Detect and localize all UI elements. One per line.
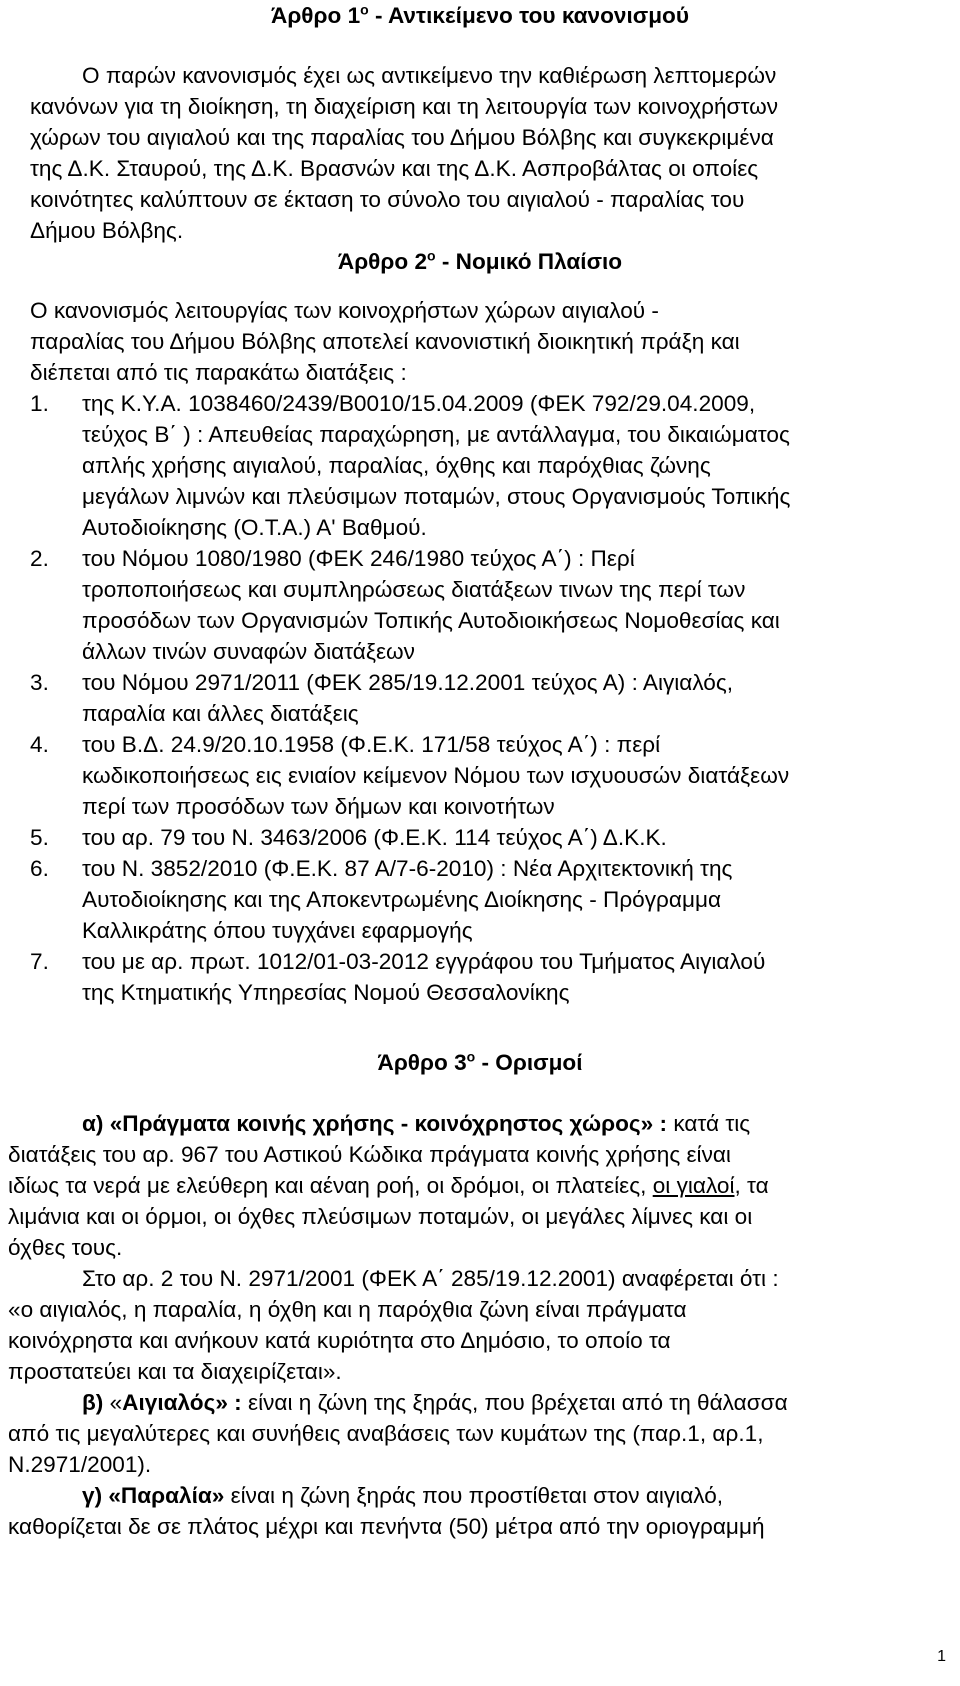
list-item-line: του Νόμου 2971/2011 (ΦΕΚ 285/19.12.2001 τεύχος Α) : Αιγιαλός, (82, 670, 734, 695)
list-item-line: Αυτοδιοίκησης και της Αποκεντρωμένης Διοίκησης - Πρόγραμμα (82, 887, 722, 912)
definition-c-line: γ) «Παραλία» είναι η ζώνη ξηράς που προστίθεται στον αιγιαλό, (82, 1483, 724, 1508)
definition-a-line: λιμάνια και οι όρμοι, οι όχθες πλεύσιμων ποταμών, οι μεγάλες λίμνες και οι (8, 1204, 753, 1229)
list-item-line: του Β.Δ. 24.9/20.10.1958 (Φ.Ε.Κ. 171/58 τεύχος Α΄) : περί (82, 732, 661, 757)
list-item-line: της Κ.Υ.Α. 1038460/2439/Β0010/15.04.2009 (ΦΕΚ 792/29.04.2009, (82, 391, 756, 416)
list-item-line: του αρ. 79 του Ν. 3463/2006 (Φ.Ε.Κ. 114 τεύχος Α΄) Δ.Κ.Κ. (82, 825, 667, 850)
list-item-line: της Κτηματικής Υπηρεσίας Νομού Θεσσαλονίκης (82, 980, 570, 1005)
article-1-line: Δήμου Βόλβης. (30, 218, 184, 243)
list-item-line: απλής χρήσης αιγιαλού, παραλίας, όχθης και παρόχθιας ζώνης (82, 453, 711, 478)
list-item-number: 2. (30, 546, 49, 571)
definition-a-line: όχθες τους. (8, 1235, 123, 1260)
definition-a-line: α) «Πράγματα κοινής χρήσης - κοινόχρηστος χώρος» : κατά τις (82, 1111, 751, 1136)
paragraph-line: «ο αιγιαλός, η παραλία, η όχθη και η παρόχθια ζώνη είναι πράγματα (8, 1297, 687, 1322)
definition-b-line: β) «Αιγιαλός» : είναι η ζώνη της ξηράς, που βρέχεται από τη θάλασσα (82, 1390, 788, 1415)
list-item-line: μεγάλων λιμνών και πλεύσιμων ποταμών, στους Οργανισμούς Τοπικής (82, 484, 791, 509)
article-2-intro-line: Ο κανονισμός λειτουργίας των κοινοχρήστων χώρων αιγιαλού - (30, 298, 659, 323)
list-item-line: περί των προσόδων των δήμων και κοινοτήτων (82, 794, 555, 819)
article-1-line: Ο παρών κανονισμός έχει ως αντικείμενο την καθιέρωση λεπτομερών (82, 63, 777, 88)
list-item-number: 5. (30, 825, 49, 850)
list-item-line: του Νόμου 1080/1980 (ΦΕΚ 246/1980 τεύχος Α΄) : Περί (82, 546, 635, 571)
list-item-number: 4. (30, 732, 49, 757)
list-item-line: του με αρ. πρωτ. 1012/01-03-2012 εγγράφου του Τμήματος Αιγιαλού (82, 949, 766, 974)
article-1-line: κοινότητες καλύπτουν σε έκταση το σύνολο του αιγιαλού - παραλίας του (30, 187, 745, 212)
paragraph-line: κοινόχρηστα και ανήκουν κατά κυριότητα στο Δημόσιο, το οποίο τα (8, 1328, 671, 1353)
definition-a-line: διατάξεις του αρ. 967 του Αστικού Κώδικα πράγματα κοινής χρήσης είναι (8, 1142, 731, 1167)
list-item-number: 1. (30, 391, 49, 416)
paragraph-line: προστατεύει και τα διαχειρίζεται». (8, 1359, 342, 1384)
article-1-line: χώρων του αιγιαλού και της παραλίας του Δήμου Βόλβης και συγκεκριμένα (30, 125, 774, 150)
list-item-line: άλλων τινών συναφών διατάξεων (82, 639, 415, 664)
article-1-line: της Δ.Κ. Σταυρού, της Δ.Κ. Βρασνών και της Δ.Κ. Ασπροβάλτας οι οποίες (30, 156, 759, 181)
list-item-line: παραλία και άλλες διατάξεις (82, 701, 359, 726)
definition-a-line: ιδίως τα νερά με ελεύθερη και αέναη ροή, οι δρόμοι, οι πλατείες, οι γιαλοί, τα (8, 1173, 769, 1198)
list-item-line: κωδικοποιήσεως εις ενιαίον κείμενον Νόμου των ισχυουσών διατάξεων (82, 763, 790, 788)
article-1-line: κανόνων για τη διοίκηση, τη διαχείριση και τη λειτουργία των κοινοχρήστων (30, 94, 779, 119)
article-2-intro-line: παραλίας του Δήμου Βόλβης αποτελεί κανονιστική διοικητική πράξη και (30, 329, 740, 354)
article-3-heading: Άρθρο $3^o$ - Ορισμοί (377, 1048, 583, 1075)
list-item-line: Καλλικράτης όπου τυγχάνει εφαρμογής (82, 918, 473, 943)
list-item-line: του Ν. 3852/2010 (Φ.Ε.Κ. 87 Α/7-6-2010) : Νέα Αρχιτεκτονική της (82, 856, 733, 881)
definition-c-line: καθορίζεται δε σε πλάτος μέχρι και πενήντα (50) μέτρα από την οριογραμμή (8, 1514, 765, 1539)
article-2-intro-line: διέπεται από τις παρακάτω διατάξεις : (30, 360, 407, 385)
list-item-number: 3. (30, 670, 49, 695)
definition-b-line: Ν.2971/2001). (8, 1452, 152, 1477)
list-item-number: 7. (30, 949, 49, 974)
list-item-line: τεύχος Β΄ ) : Απευθείας παραχώρηση, με αντάλλαγμα, του δικαιώματος (82, 422, 790, 447)
article-1-heading: Άρθρο $1^o$ - Αντικείμενο του κανονισμού (271, 1, 689, 28)
page-number: 1 (937, 1648, 946, 1665)
definition-b-line: από τις μεγαλύτερες και συνήθεις αναβάσεις των κυμάτων της (παρ.1, αρ.1, (8, 1421, 764, 1446)
list-item-number: 6. (30, 856, 49, 881)
list-item-line: Αυτοδιοίκησης (Ο.Τ.Α.) Α' Βαθμού. (82, 515, 427, 540)
list-item-line: προσόδων των Οργανισμών Τοπικής Αυτοδιοικήσεως Νομοθεσίας και (82, 608, 780, 633)
list-item-line: τροποποιήσεως και συμπληρώσεως διατάξεων τινων της περί των (82, 577, 746, 602)
article-2-heading: Άρθρο $2^o$ - Νομικό Πλαίσιο (337, 247, 623, 274)
paragraph-line: Στο αρ. 2 του Ν. 2971/2001 (ΦΕΚ Α΄ 285/19.12.2001) αναφέρεται ότι : (82, 1266, 779, 1291)
